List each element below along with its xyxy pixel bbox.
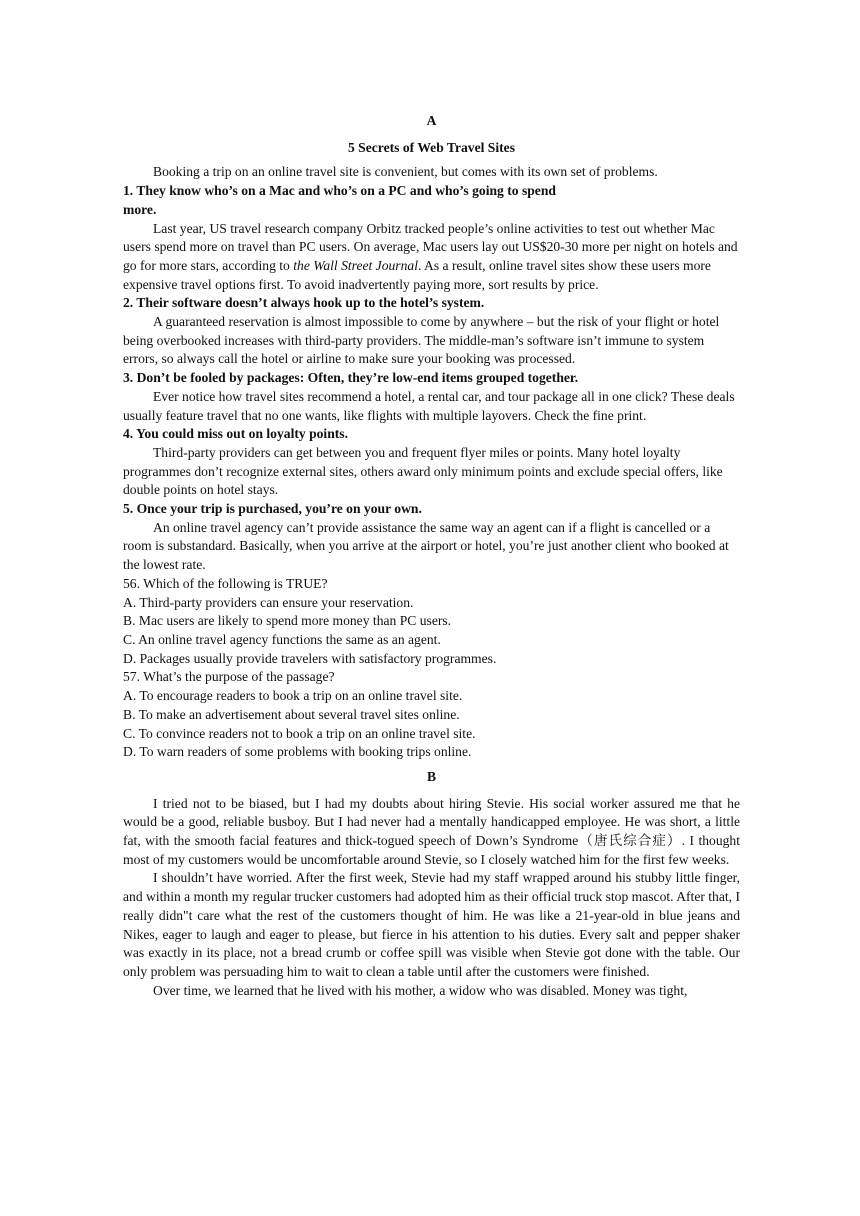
- article-title: 5 Secrets of Web Travel Sites: [347, 139, 515, 155]
- question-56-option-c: C. An online travel agency functions the same as an agent.: [123, 631, 441, 647]
- question-56-option-d: D. Packages usually provide travelers with satisfactory programmes.: [123, 650, 497, 666]
- question-57-option-d: D. To warn readers of some problems with booking trips online.: [123, 744, 472, 760]
- question-56-option-b: B. Mac users are likely to spend more money than PC users.: [123, 613, 452, 629]
- question-57-option-c: C. To convince readers not to book a trip on an online travel site.: [123, 725, 476, 741]
- secret-4-body: Third-party providers can get between you and frequent flyer miles or points. Many hotel loyalty programmes don’t recognize external sites, others award only minimum points and exclude special offers, like double points on hotel stays.: [123, 444, 723, 498]
- secret-1-heading: 1. They know who’s on a Mac and who’s on a PC and who’s going to spend more.: [123, 183, 556, 217]
- publication-name: the Wall Street Journal: [293, 257, 418, 273]
- secret-2-heading: 2. Their software doesn’t always hook up to the hotel’s system.: [123, 295, 485, 311]
- question-57-option-b: B. To make an advertisement about several travel sites online.: [123, 706, 460, 722]
- story-paragraph-2: I shouldn’t have worried. After the first week, Stevie had my staff wrapped around his stubby little finger, and within a month my regular trucker customers had adopted him as their official truck stop mascot. After that, I really didn"t care what the rest of the customers thought of him. He was like a 21-year-old in blue jeans and Nikes, eager to laugh and eager to please, but fierce in his attention to his duties. Every salt and pepper shaker was exactly in its place, not a bread crumb or coffee spill was visible when Stevie got done with the table. Our only problem was persuading him to wait to clean a table until after the customers were finished.: [123, 870, 740, 979]
- question-57-option-a: A. To encourage readers to book a trip on an online travel site.: [123, 688, 463, 704]
- secret-1-body: Last year, US travel research company Orbitz tracked people’s online activities to test out whether Mac users spend more on travel than PC users. On average, Mac users lay out US$20-30 more per night on hotels and go for more stars, according to the Wall Street Journal. As a result, online travel sites show these users more expensive travel options first. To avoid inadvertently paying more, sort results by price.: [123, 220, 738, 292]
- question-57-stem: 57. What’s the purpose of the passage?: [123, 669, 335, 685]
- section-a-letter: A: [426, 113, 437, 128]
- secret-3-body: Ever notice how travel sites recommend a hotel, a rental car, and tour package all in one click? These deals usually feature travel that no one wants, like flights with multiple layovers. Check the fine print.: [123, 388, 735, 423]
- story-paragraph-1: I tried not to be biased, but I had my doubts about hiring Stevie. His social worker assured me that he would be a good, reliable busboy. But I had never had a mentally handicapped employee. He was short, a little fat, with the smooth facial features and thick-togued speech of Down’s Syndrome（唐氏综合症）. I thought most of my customers would be uncomfortable around Stevie, so I closely watched him for the first few weeks.: [123, 795, 740, 867]
- secret-5-heading: 5. Once your trip is purchased, you’re on your own.: [123, 501, 422, 517]
- secret-5-body: An online travel agency can’t provide assistance the same way an agent can if a flight is cancelled or a room is substandard. Basically, when you arrive at the airport or hotel, you’re just another client who booked at the lowest rate.: [123, 519, 729, 573]
- secret-3-heading: 3. Don’t be fooled by packages: Often, they’re low-end items grouped together.: [123, 370, 579, 386]
- section-b-letter: B: [426, 768, 437, 784]
- story-paragraph-3: Over time, we learned that he lived with his mother, a widow who was disabled. Money was tight,: [153, 982, 688, 998]
- secret-4-heading: 4. You could miss out on loyalty points.: [123, 426, 348, 442]
- secret-2-body: A guaranteed reservation is almost impossible to come by anywhere – but the risk of your flight or hotel being overbooked increases with third-party providers. The middle-man’s software isn’t immune to system errors, so always call the hotel or airline to make sure your booking was processed.: [123, 314, 720, 367]
- intro-paragraph: Booking a trip on an online travel site is convenient, but comes with its own set of problems.: [153, 164, 658, 180]
- question-56-stem: 56. Which of the following is TRUE?: [123, 575, 328, 591]
- document-page: [123, 112, 740, 1000]
- question-56-option-a: A. Third-party providers can ensure your reservation.: [123, 594, 414, 610]
